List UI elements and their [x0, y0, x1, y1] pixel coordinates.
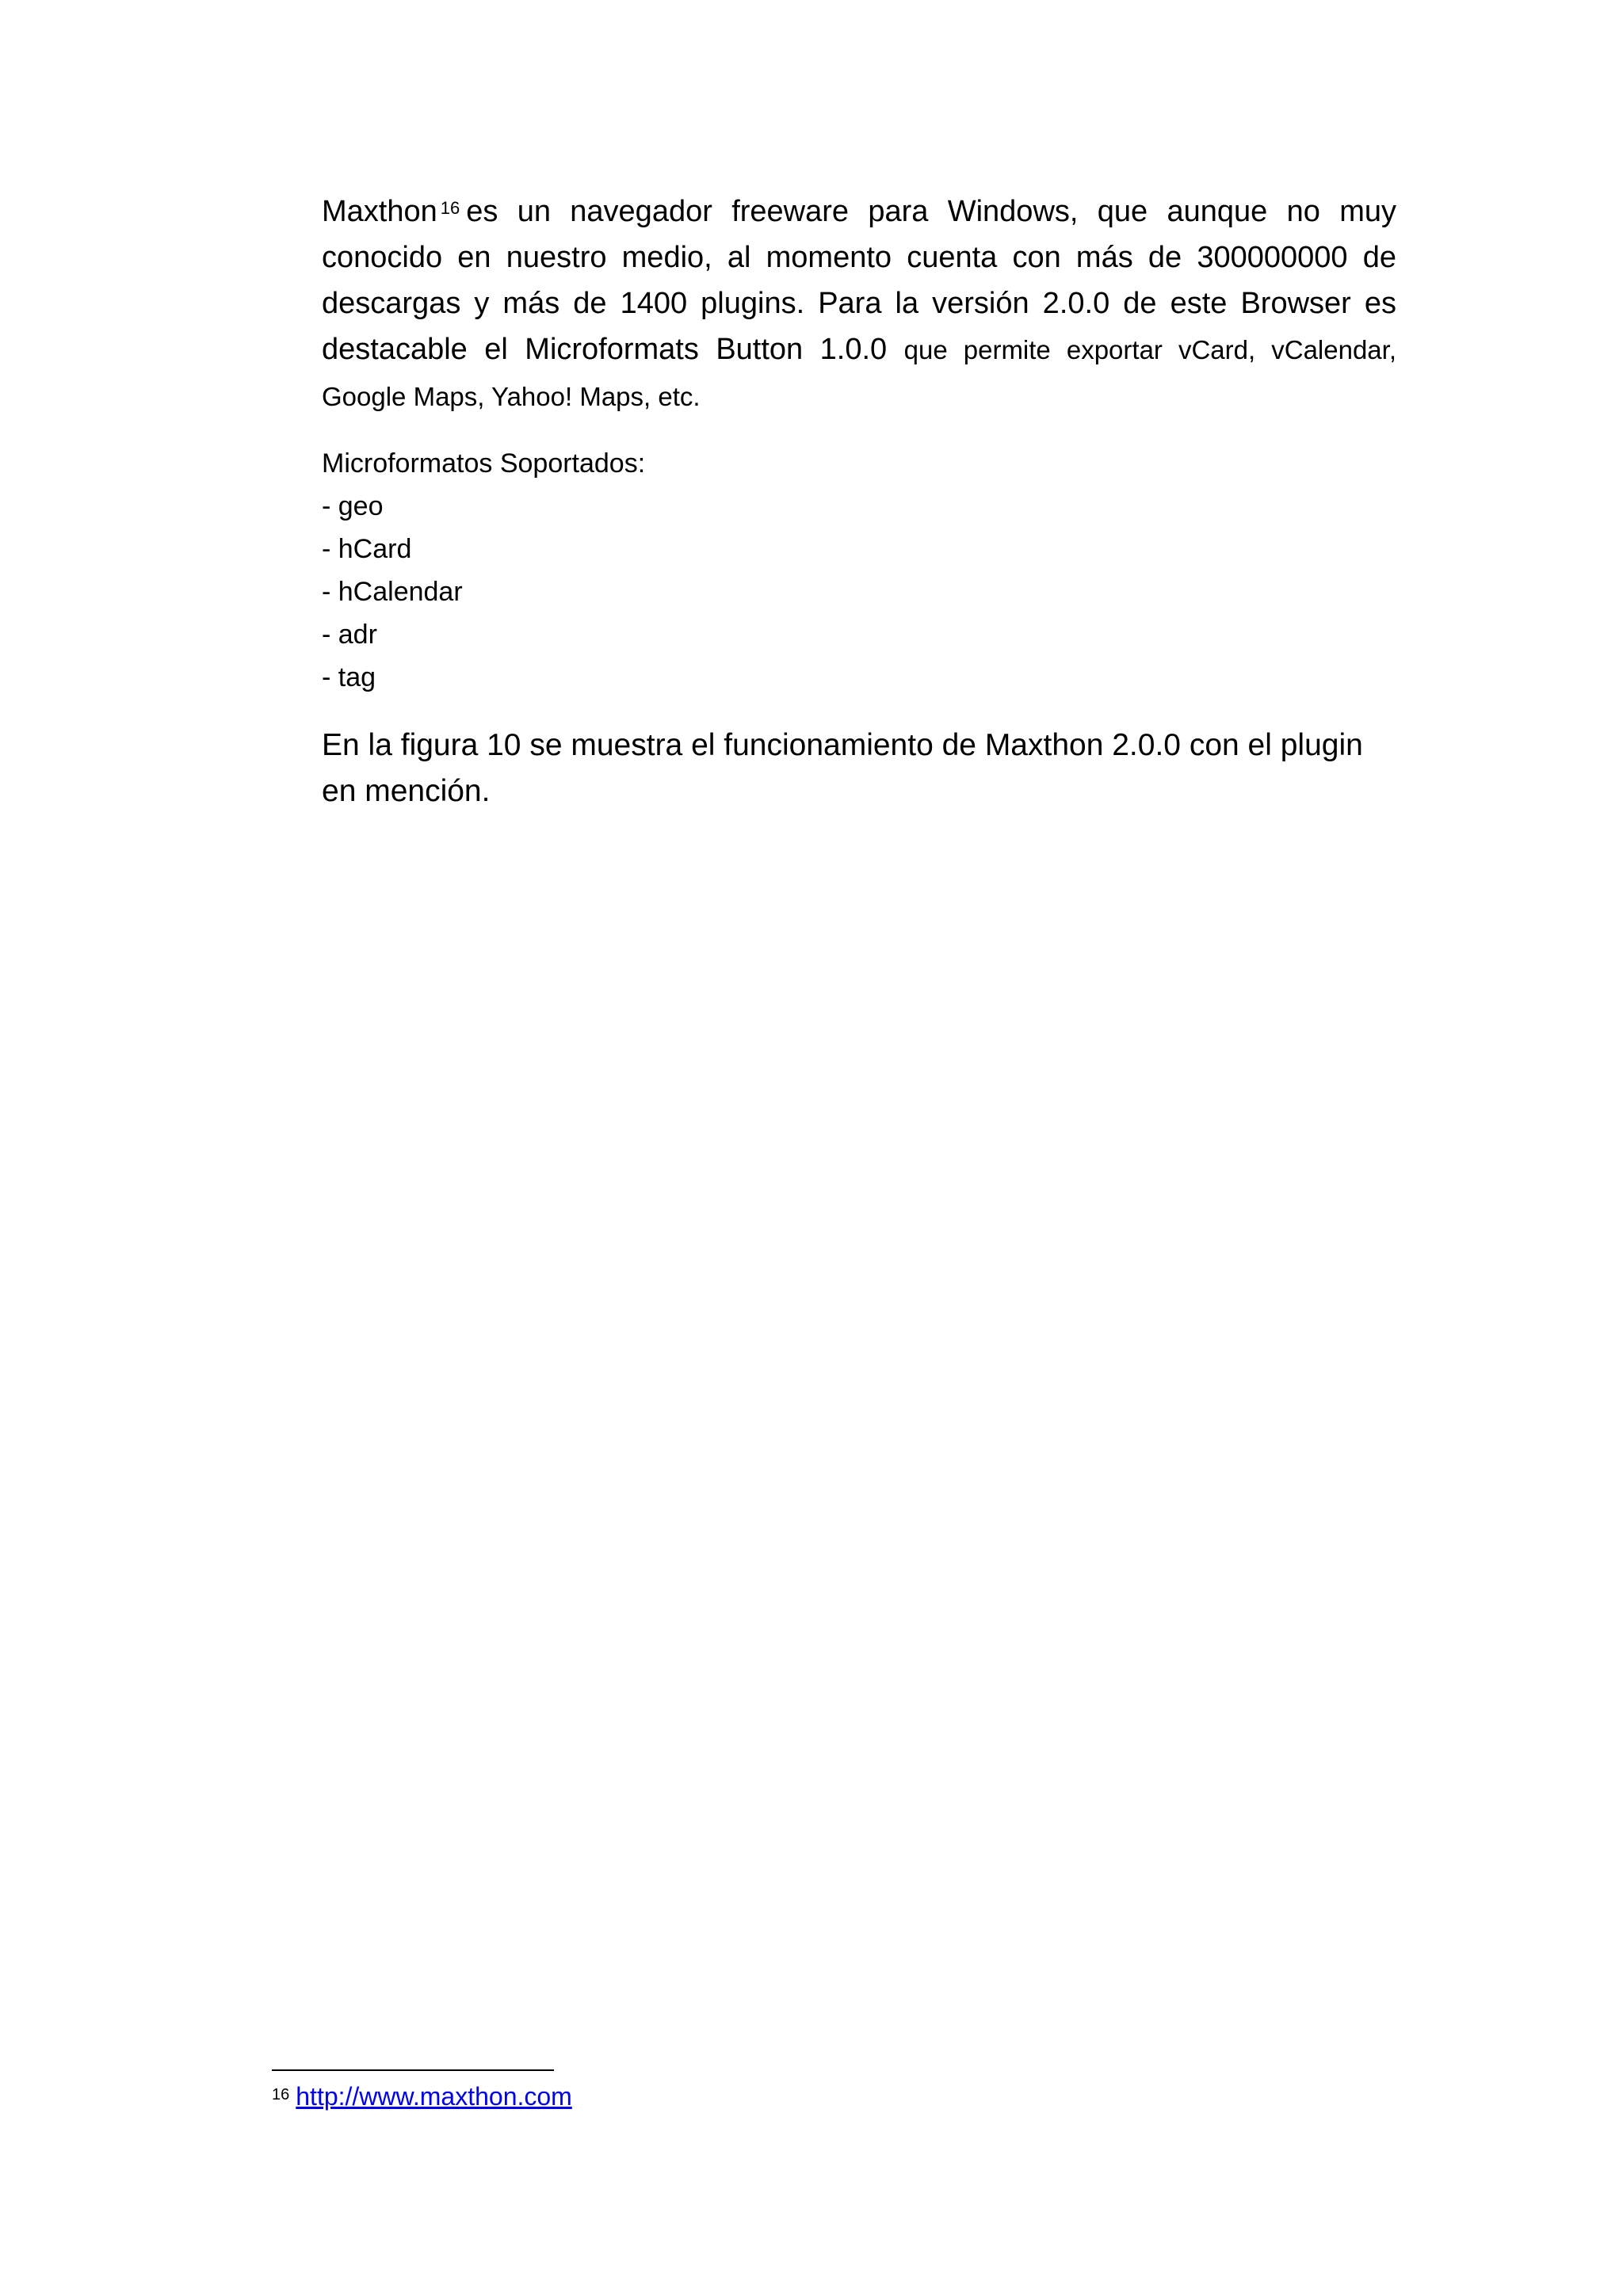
list-item: - tag: [322, 662, 376, 692]
list-item: - geo: [322, 491, 384, 521]
list-item: - adr: [322, 620, 377, 650]
paragraph-figure-reference: En la figura 10 se muestra el funcionamiento de Maxthon 2.0.0 con el plugin en mención.: [322, 728, 1363, 808]
microformats-list: [322, 442, 1396, 699]
document-body: [322, 189, 1396, 845]
paragraph-maxthon-intro: [322, 189, 1396, 420]
microformats-heading: Microformatos Soportados:: [322, 448, 646, 479]
list-item: - hCalendar: [322, 577, 463, 607]
footnote-reference[interactable]: 16: [440, 198, 460, 218]
paragraph-lead-word: Maxthon: [322, 195, 437, 228]
paragraph-body-large: es un navegador freeware para Windows, que aunque no muy conocido en nuestro medio, al momento cuenta con más de 300000000 de descargas y más de 1400 plugins. Para la versión 2.0.0 de este Browser es destacable el Microformats Button 1.0.0: [322, 195, 1396, 366]
footnote-link[interactable]: http://www.maxthon.com: [296, 2082, 572, 2111]
footnote-divider: [272, 2069, 554, 2071]
footnote: [272, 2079, 572, 2114]
list-item: - hCard: [322, 534, 412, 564]
footnote-number: 16: [272, 2086, 290, 2103]
paragraph-body-small: que permite exportar vCard, vCalendar, Google Maps, Yahoo! Maps, etc.: [322, 335, 1396, 411]
